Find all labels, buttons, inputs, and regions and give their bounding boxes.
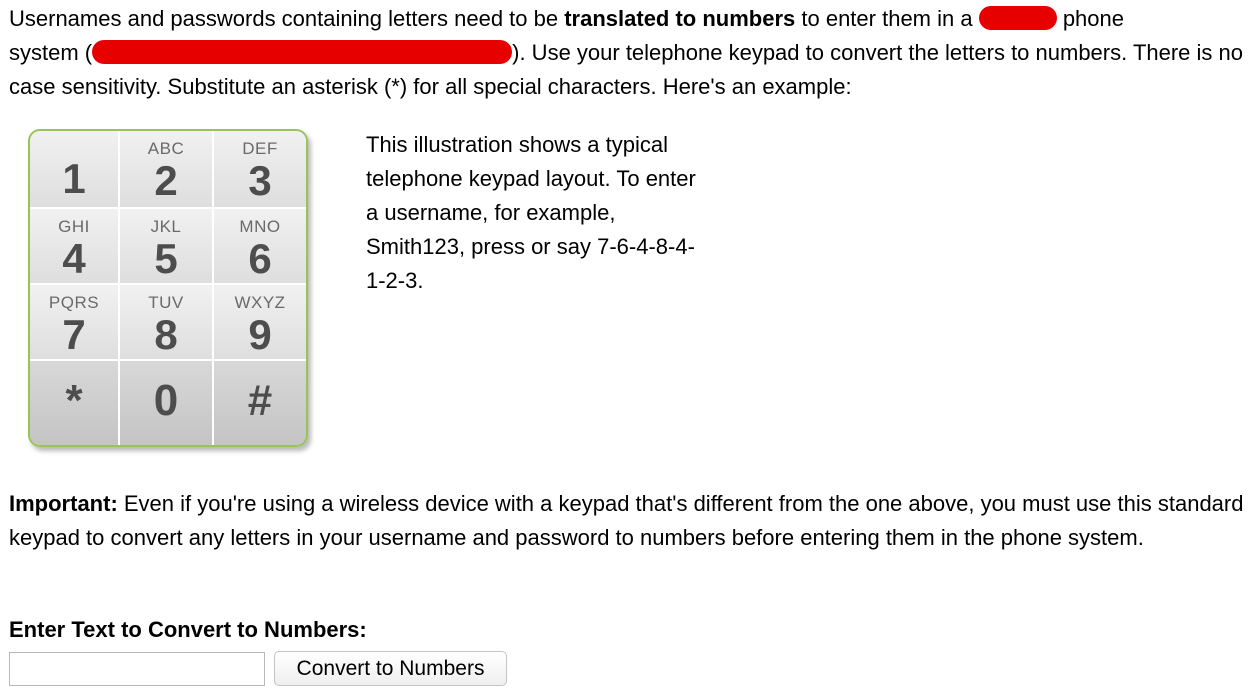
keypad-key-9-digit: 9 (248, 311, 272, 358)
keypad-key-star-digit: * (65, 376, 83, 425)
intro-bold-text: translated to numbers (564, 6, 796, 31)
important-text: Even if you're using a wireless device with a keypad that's different from the one above, you must use this standard keypad to convert any letters in your username and password to numbers before entering them in the phone system. (9, 491, 1244, 550)
keypad-key-hash (214, 361, 306, 445)
keypad (28, 129, 308, 447)
keypad-key-0-digit: 0 (153, 376, 179, 425)
keypad-key-7 (30, 285, 120, 361)
important-label: Important: (9, 491, 118, 516)
intro-text-1: Usernames and passwords containing letters need to be (9, 6, 565, 31)
convert-text-input[interactable] (9, 652, 265, 686)
intro-paragraph (9, 2, 1249, 104)
intro-text-3: phone (1056, 6, 1124, 31)
convert-to-numbers-button[interactable]: Convert to Numbers (274, 651, 507, 686)
important-paragraph (9, 487, 1249, 555)
keypad-key-0 (120, 361, 214, 445)
form-title: Enter Text to Convert to Numbers: (9, 617, 367, 642)
keypad-description: This illustration shows a typical telephone keypad layout. To enter a username, for example, Smith123, press or say 7-6-4-8-4-1-2-3. (366, 132, 696, 293)
keypad-key-1-digit: 1 (62, 155, 86, 202)
keypad-key-2-digit: 2 (154, 157, 178, 204)
keypad-key-9 (214, 285, 306, 361)
keypad-key-hash-digit: # (247, 376, 273, 425)
keypad-key-8-digit: 8 (154, 311, 178, 358)
redacted-block-company (979, 6, 1057, 30)
keypad-key-4-digit: 4 (62, 235, 86, 282)
keypad-key-3 (214, 131, 306, 209)
intro-text-5: ). Use your telephone keypad to convert the letters to numbers. There is no case sensitivity. Substitute an asterisk (*) for all special characters. Here's an example: (9, 40, 1244, 99)
keypad-key-8-letters: TUV (148, 293, 184, 312)
keypad-key-7-letters: PQRS (48, 293, 100, 312)
keypad-key-5-digit: 5 (154, 235, 178, 282)
keypad-key-3-letters: DEF (242, 139, 278, 158)
keypad-key-8 (120, 285, 214, 361)
keypad-key-5 (120, 209, 214, 285)
keypad-key-7-digit: 7 (62, 311, 86, 358)
keypad-key-3-digit: 3 (248, 157, 272, 204)
keypad-key-6-letters: MNO (239, 217, 281, 236)
keypad-key-1 (30, 131, 120, 209)
keypad-illustration (28, 129, 310, 449)
keypad-key-6 (214, 209, 306, 285)
keypad-key-6-digit: 6 (248, 235, 272, 282)
keypad-key-4 (30, 209, 120, 285)
intro-text-2: to enter them in a (795, 6, 979, 31)
keypad-key-4-letters: GHI (58, 217, 90, 236)
keypad-key-2 (120, 131, 214, 209)
keypad-key-star (30, 361, 120, 445)
keypad-key-9-letters: WXYZ (234, 293, 286, 312)
keypad-key-5-letters: JKL (150, 217, 182, 236)
redacted-block-phone-number (92, 40, 512, 64)
intro-text-4: system ( (9, 40, 93, 65)
keypad-key-2-letters: ABC (147, 139, 185, 158)
